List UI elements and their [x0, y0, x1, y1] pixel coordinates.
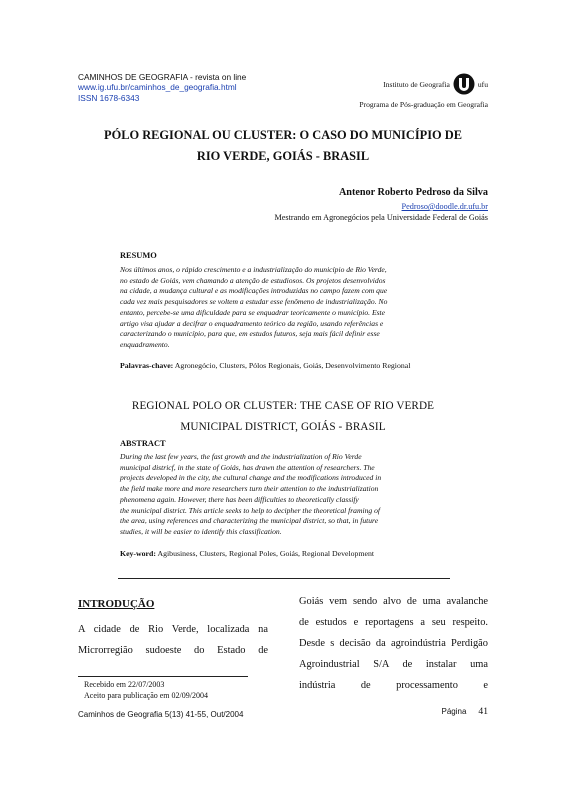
intro-line: A cidade de Rio Verde, localizada na	[78, 624, 268, 635]
abstract-line: studies, it will be easier to identify this classification.	[120, 526, 282, 536]
title-en-line-1: REGIONAL POLO OR CLUSTER: THE CASE OF RIO VERDE	[131, 400, 435, 412]
intro-line: de estudos e reportagens a seu respeito.	[299, 617, 488, 628]
intro-line: Desde s decisão da agroindústria Perdigão	[299, 638, 488, 649]
intro-line: Agroindustrial S/A de instalar uma	[299, 659, 488, 670]
article-title-en	[60, 396, 506, 437]
abstract-line: municipal districf, in the state of Goiás, has drawn the attention of researchers. The	[120, 462, 375, 472]
abstract-heading: ABSTRACT	[120, 439, 166, 448]
resumo-line: cada vez mais pesquisadores se voltem a estudar esse fenômeno de industrialização. No	[120, 297, 388, 307]
keywords-label: Palavras-chave:	[120, 361, 174, 370]
abstract-line: the area, using references and characterizing the municipal district, so that, in future	[120, 516, 379, 526]
abstract-line: projects developed in the city, the cultural change and the modifications introduced in	[120, 473, 382, 483]
abstract-body	[120, 452, 452, 538]
footer-citation: Caminhos de Geografia 5(13) 41-55, Out/2004	[78, 710, 244, 719]
resumo-line: Nos últimos anos, o rápido crescimento e a industrialização do município de Rio Verde,	[120, 265, 387, 274]
intro-line: indústria de processamento e	[299, 680, 488, 691]
intro-line: Microrregião sudoeste do Estado de	[78, 645, 268, 656]
journal-header	[78, 72, 246, 103]
title-pt-line-1: PÓLO REGIONAL OU CLUSTER: O CASO DO MUNICÍPIO DE	[104, 128, 462, 142]
resumo-body	[120, 265, 452, 351]
accepted-date: Aceito para publicação em 02/09/2004	[84, 691, 208, 700]
resumo-line: entanto, percebe-se uma dificuldade para se enquadrar teoricamente o município. Este	[120, 307, 386, 317]
abstract-line: the municipal district. This article seeks to help to decipher the theoretical framing of	[120, 505, 380, 515]
footer-page	[441, 706, 488, 717]
title-pt-line-2: RIO VERDE, GOIÁS - BRASIL	[196, 149, 370, 163]
resumo-line: enquadramento.	[120, 339, 170, 349]
keywords-list: Agibusiness, Clusters, Regional Poles, Goiás, Regional Development	[155, 549, 375, 558]
program-name: Programa de Pós-graduação em Geografia	[359, 100, 488, 109]
section-divider	[118, 578, 450, 579]
intro-left-column	[78, 619, 268, 661]
intro-right-column	[299, 591, 488, 696]
intro-line: Goiás vem sendo alvo de uma avalanche	[299, 596, 488, 607]
resumo-line: caracterizando o município, para que, em estudos futuros, seja mais fácil definir esse	[120, 329, 380, 339]
keywords-list: Agronegócio, Clusters, Pólos Regionais, Goiás, Desenvolvimento Regional	[173, 361, 411, 370]
resumo-line: na cidade, a mudança cultural e as modificações introduzidas no campo fazem com que	[120, 286, 388, 296]
received-date: Recebido em 22/07/2003	[84, 680, 165, 689]
journal-name: CAMINHOS DE GEOGRAFIA - revista on line	[78, 72, 247, 82]
author-name: Antenor Roberto Pedroso da Silva	[338, 187, 488, 198]
intro-heading: INTRODUÇÃO	[78, 598, 155, 610]
institute-name: Instituto de Geografia	[383, 79, 450, 89]
page-label: Página	[441, 707, 467, 716]
author-block	[275, 187, 489, 223]
abstract-line: the field make more and more researchers turn their attention to the industrialization	[120, 484, 379, 494]
institute-header	[359, 72, 488, 109]
resumo-line: artigo visa ajudar a decifrar o enquadramento teórico da região, usando referências e	[120, 318, 384, 328]
keywords-label: Key-word:	[120, 549, 156, 558]
article-title-pt	[60, 125, 506, 167]
author-email-link[interactable]: Pedroso@doodle.dr.ufu.br	[401, 202, 488, 211]
journal-url-link[interactable]: www.ig.ufu.br/caminhos_de_geografia.html	[78, 82, 237, 93]
title-en-line-2: MUNICIPAL DISTRICT, GOIÁS - BRASIL	[180, 420, 386, 433]
author-affiliation: Mestrando em Agronegócios pela Universidade Federal de Goiás	[274, 213, 488, 222]
ufu-logo-icon	[453, 73, 475, 95]
abstract-line: phenomena again. However, there has been difficulties to theoretically classify	[120, 494, 359, 504]
abstract-keywords	[120, 549, 460, 558]
abstract-line: During the last few years, the fast growth and the industrialization of Rio Verde	[120, 452, 362, 461]
resumo-line: no estado de Goiás, vem chamando a atenção de estudiosos. Os projetos desenvolvidos	[120, 275, 386, 285]
footnote-divider	[78, 676, 248, 677]
footnote-dates	[84, 679, 208, 701]
journal-issn: ISSN 1678-6343	[78, 92, 140, 103]
page-number: 41	[478, 706, 488, 717]
resumo-heading: RESUMO	[120, 251, 157, 260]
ufu-logo-text: ufu	[477, 79, 488, 89]
resumo-keywords	[120, 361, 460, 370]
